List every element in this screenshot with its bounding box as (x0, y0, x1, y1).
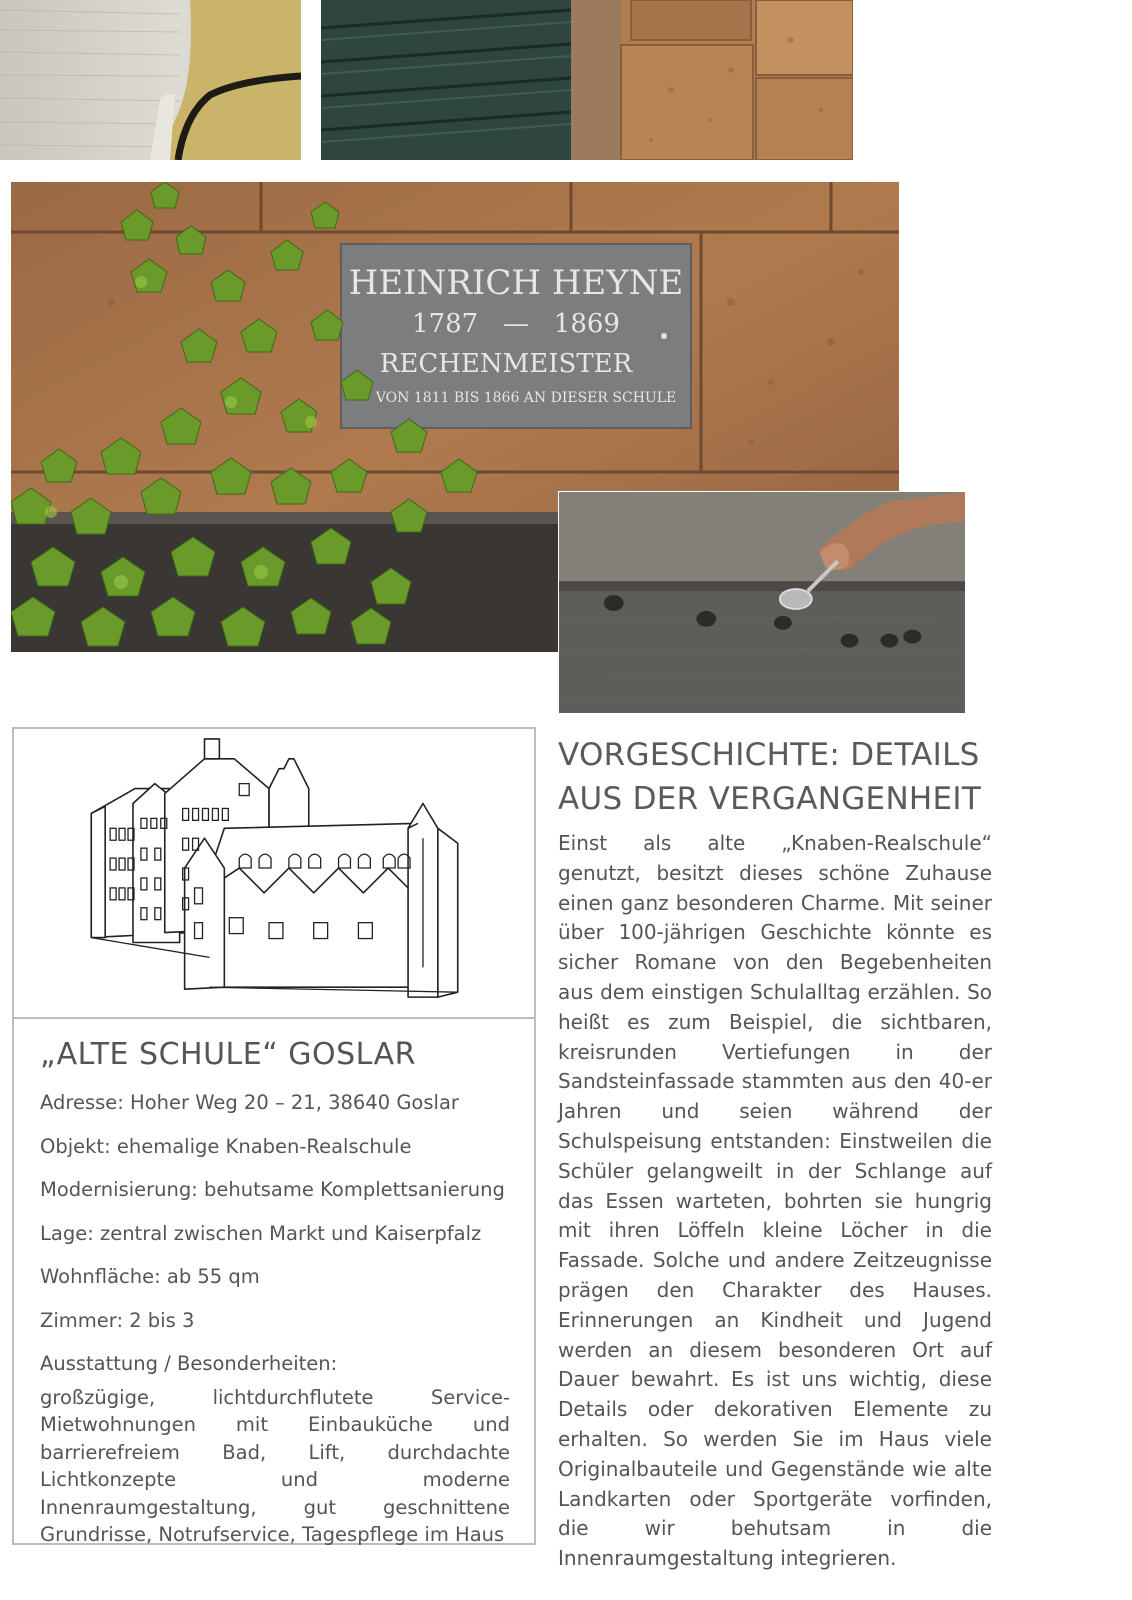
features-label: Ausstattung / Besonderheiten: (40, 1352, 338, 1375)
modernization-line: Modernisierung: behutsame Komplettsanierung (40, 1178, 505, 1201)
location-line: Lage: zentral zwischen Markt und Kaiserpfalz (40, 1221, 482, 1245)
living-area-line: Wohnfläche: ab 55 qm (40, 1265, 260, 1288)
property-info-box (12, 727, 536, 1545)
plaque-line-2: 1787 — 1869 (412, 309, 620, 339)
plaque-line-4: VON 1811 BIS 1866 AN DIESER SCHULE (375, 390, 677, 406)
plaque-line-1: HEINRICH HEYNE (348, 263, 684, 303)
object-line: Objekt: ehemalige Knaben-Realschule (40, 1134, 412, 1158)
property-details (40, 1091, 510, 1549)
features-text: großzügige, lichtdurchflutete Service-Mietwohnungen mit Einbauküche und barrierefreiem Bad, Lift, durchdachte Lichtkonzepte und moderne Innenraumgestaltung, gut geschnittene Grundrisse, Notrufservice, Tagespflege im Haus (40, 1385, 510, 1546)
story-body: Einst als alte „Knaben-Realschule“ genutzt, besitzt dieses schöne Zuhause einen ganz besonderen Charme. Mit seiner über 100-jährigen Geschichte könnte es sicher Romane von den Begebenheiten aus dem einstigen Schulalltag erzählen. So heißt es zum Beispiel, die sichtbaren, kreisrunden Vertiefungen in der Sandsteinfassade stammten aus den 40-er Jahren und seien während der Schulspeisung entstanden: Einstweilen die Schüler gelangweilt in der Schlange auf das Essen warteten, bohrten sie hungrig mit ihren Löffeln kleine Löcher in die Fassade. Solche und andere Zeitzeugnisse prägen den Charakter des Hauses. Erinnerungen an Kindheit und Jugend werden an diesem besonderen Ort auf Dauer bewahrt. Es ist uns wichtig, diese Details oder dekorativen Elemente zu erhalten. So werden Sie im Haus viele Originalbauteile und Gegenstände wie alte Landkarten oder Sportgeräte vorfinden, die wir behutsam in die Innenraumgestaltung integrieren. (558, 831, 992, 1571)
spoon-holes-photo (558, 491, 966, 714)
plaque-line-3: RECHENMEISTER (379, 349, 633, 379)
property-title: „ALTE SCHULE“ GOSLAR (40, 1037, 416, 1072)
rooms-line: Zimmer: 2 bis 3 (40, 1308, 195, 1332)
address-line: Adresse: Hoher Weg 20 – 21, 38640 Goslar (40, 1091, 459, 1114)
paper-texture-photo (0, 0, 301, 160)
school-building-sketch (14, 729, 534, 1019)
door-and-stone-photo (321, 0, 853, 160)
story-heading: VORGESCHICHTE: DETAILS AUS DER VERGANGENHEIT (558, 737, 982, 817)
